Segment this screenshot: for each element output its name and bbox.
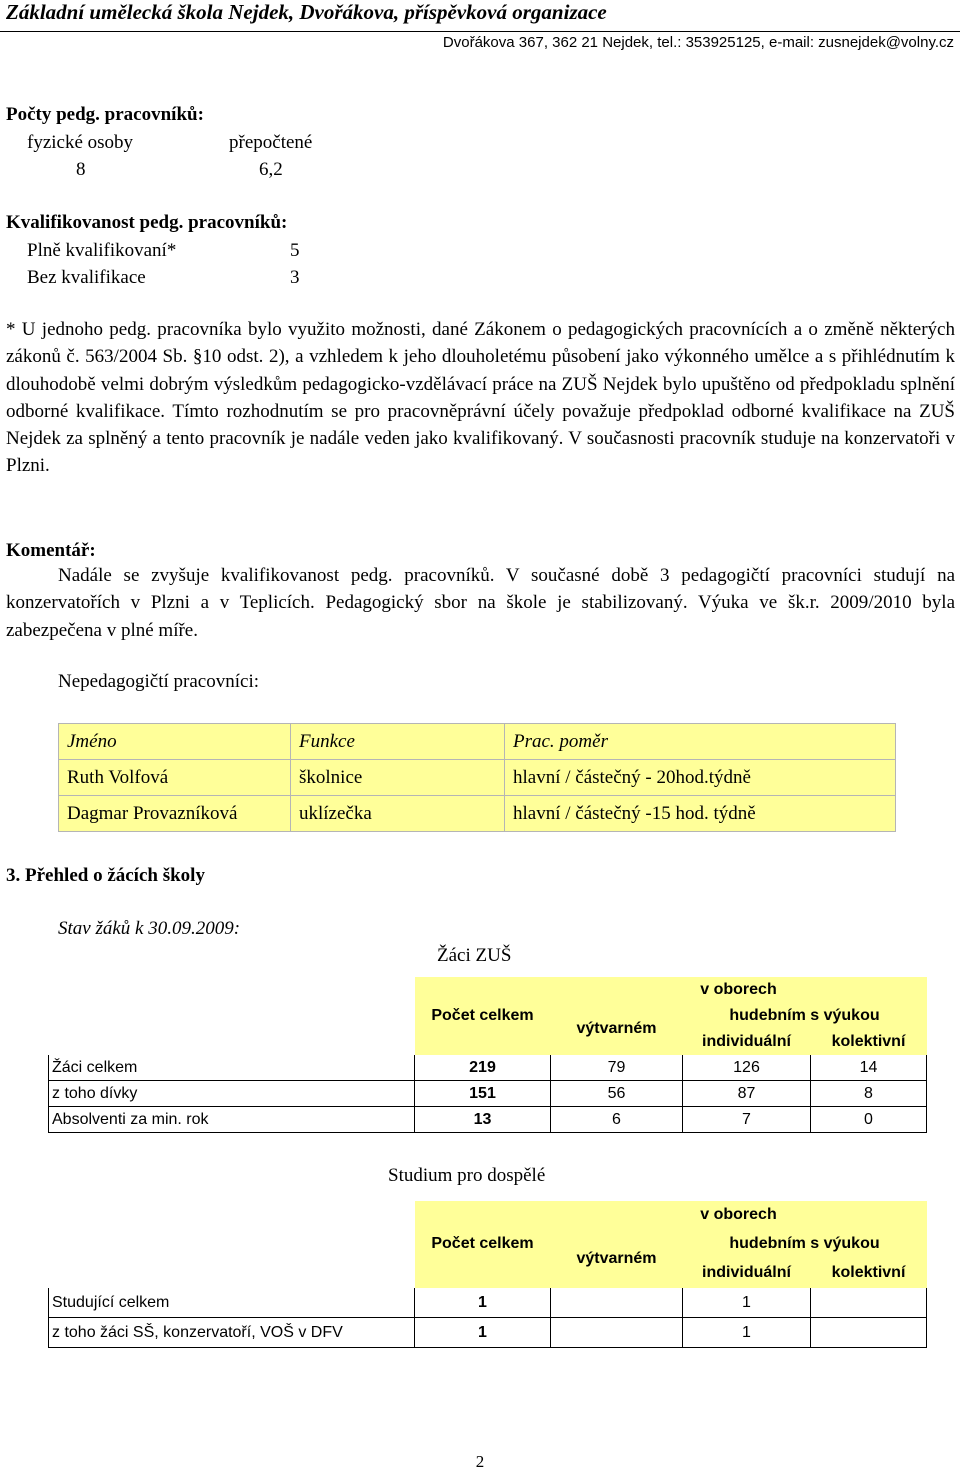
staff-count-heading: Počty pedg. pracovníků: [6, 104, 204, 125]
cell-visual [551, 1288, 683, 1318]
header-collective: kolektivní [811, 1259, 927, 1288]
students-section-heading: 3. Přehled o žácích školy [6, 865, 205, 886]
table-row [49, 1107, 927, 1133]
cell-individual: 1 [683, 1318, 811, 1348]
comment-heading: Komentář: [6, 540, 96, 561]
cell-collective [811, 1318, 927, 1348]
non-teaching-table [58, 723, 896, 832]
cell-individual: 126 [683, 1055, 811, 1081]
employee-name: Ruth Volfová [59, 760, 291, 796]
table-header-row [59, 724, 896, 760]
qualified-label: Plně kvalifikovaní* [27, 240, 177, 261]
cell-individual: 87 [683, 1081, 811, 1107]
employee-employment: hlavní / částečný - 20hod.týdně [505, 760, 896, 796]
header-music: hudebním s výukou [683, 1003, 927, 1029]
row-label: z toho dívky [49, 1081, 415, 1107]
students-date-label: Stav žáků k 30.09.2009: [58, 918, 241, 939]
header-function: Funkce [291, 724, 505, 760]
header-collective: kolektivní [811, 1029, 927, 1055]
table-row [49, 1055, 927, 1081]
adults-table [48, 1200, 927, 1348]
table-row [49, 1081, 927, 1107]
header-music: hudebním s výukou [683, 1230, 927, 1259]
cell-collective: 0 [811, 1107, 927, 1133]
non-teaching-heading: Nepedagogičtí pracovníci: [58, 671, 260, 692]
comment-text: Nadále se zvyšuje kvalifikovanost pedg. pracovníků. V současné době 3 pedagogičtí pracovníci studují na konzervatořích v Plzni a v Teplicích. Pedagogický sbor na škole je stabilizovaný. Výuka ve šk.r. 2009/2010 byla zabezpečena v plné míře. [6, 565, 955, 641]
cell-visual: 6 [551, 1107, 683, 1133]
header-visual: výtvarném [551, 1003, 683, 1055]
header-total: Počet celkem [415, 977, 551, 1055]
qualification-heading: Kvalifikovanost pedg. pracovníků: [6, 212, 288, 233]
header-divider [0, 31, 960, 32]
unqualified-value: 3 [290, 267, 300, 288]
table-row [49, 1318, 927, 1348]
physical-persons-value: 8 [76, 159, 86, 180]
row-label: Studující celkem [49, 1288, 415, 1318]
header-employment: Prac. poměr [505, 724, 896, 760]
page-number: 2 [475, 1452, 485, 1471]
header-visual: výtvarném [551, 1230, 683, 1288]
cell-total: 1 [415, 1288, 551, 1318]
header-total: Počet celkem [415, 1201, 551, 1288]
school-address: Dvořákova 367, 362 21 Nejdek, tel.: 353925125, e-mail: zusnejdek@volny.cz [442, 34, 954, 51]
table-row [59, 760, 896, 796]
row-label: z toho žáci SŠ, konzervatoří, VOŠ v DFV [49, 1318, 415, 1348]
qualified-value: 5 [290, 240, 300, 261]
employee-name: Dagmar Provazníková [59, 796, 291, 832]
cell-total: 13 [415, 1107, 551, 1133]
cell-total: 151 [415, 1081, 551, 1107]
header-fields: v oborech [551, 977, 927, 1003]
employee-function: školnice [291, 760, 505, 796]
cell-total: 219 [415, 1055, 551, 1081]
school-name-header: Základní umělecká škola Nejdek, Dvořákova, příspěvková organizace [6, 0, 607, 24]
recalculated-value: 6,2 [259, 159, 283, 180]
table-row [59, 796, 896, 832]
unqualified-label: Bez kvalifikace [27, 267, 146, 288]
qualification-footnote: * U jednoho pedg. pracovníka bylo využito možnosti, dané Zákonem o pedagogických pracovnících a o změně některých zákonů č. 563/2004 Sb. §10 odst. 2), a vzhledem k jeho dlouholetému působení jako výkonného umělce a s přihlédnutím k dlouhodobě velmi dobrým výsledkům pedagogicko-vzdělávací práce na ZUŠ Nejdek bylo upuštěno od předpokladu splnění odborné kvalifikace. Tímto rozhodnutím se pro pracovněprávní účely považuje předpoklad odborné kvalifikace na ZUŠ Nejdek za splněný a tento pracovník je nadále veden jako kvalifikovaný. V současnosti pracovník studuje na konzervatoři v Plzni. [6, 319, 955, 477]
cell-individual: 1 [683, 1288, 811, 1318]
row-label: Žáci celkem [49, 1055, 415, 1081]
children-table-title: Žáci ZUŠ [437, 945, 512, 966]
cell-visual [551, 1318, 683, 1348]
cell-collective [811, 1288, 927, 1318]
header-name: Jméno [59, 724, 291, 760]
header-individual: individuální [683, 1029, 811, 1055]
physical-persons-label: fyzické osoby [27, 132, 134, 153]
cell-total: 1 [415, 1318, 551, 1348]
cell-visual: 79 [551, 1055, 683, 1081]
row-label: Absolventi za min. rok [49, 1107, 415, 1133]
recalculated-label: přepočtené [229, 132, 313, 153]
employee-employment: hlavní / částečný -15 hod. týdně [505, 796, 896, 832]
adults-table-title: Studium pro dospělé [388, 1165, 546, 1186]
cell-collective: 8 [811, 1081, 927, 1107]
header-fields: v oborech [551, 1201, 927, 1230]
cell-individual: 7 [683, 1107, 811, 1133]
table-row [49, 1288, 927, 1318]
cell-visual: 56 [551, 1081, 683, 1107]
header-individual: individuální [683, 1259, 811, 1288]
children-table [48, 976, 927, 1133]
employee-function: uklízečka [291, 796, 505, 832]
cell-collective: 14 [811, 1055, 927, 1081]
